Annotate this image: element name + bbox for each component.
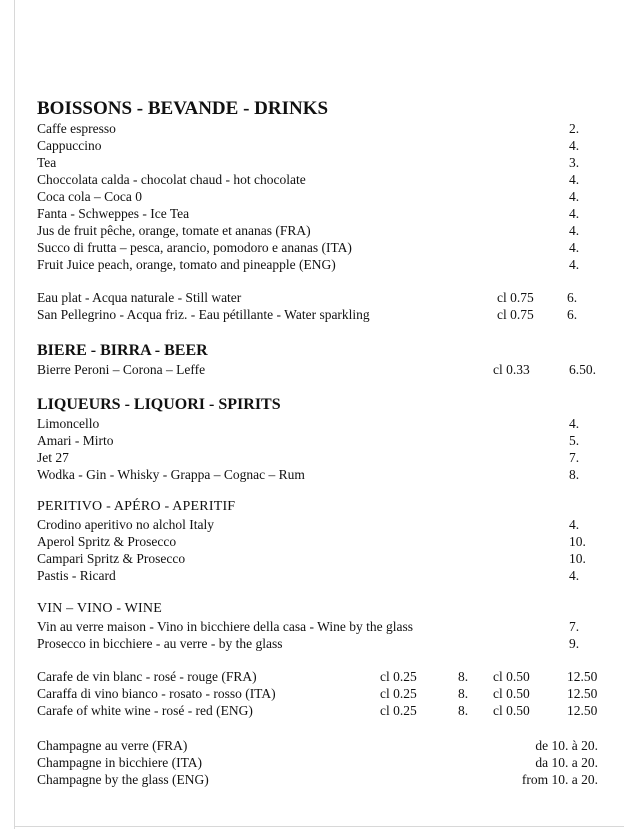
- item-price: from 10. a 20.: [521, 772, 598, 787]
- item-price: 4.: [569, 189, 580, 204]
- item-price: 4.: [569, 257, 580, 272]
- section-title-wine: VIN – VINO - WINE: [37, 601, 162, 616]
- page-edge-bottom: [14, 826, 624, 827]
- item-name: Prosecco in bicchiere - au verre - by the glass: [37, 636, 283, 651]
- item-price: 4.: [569, 517, 580, 532]
- menu-item: [37, 239, 612, 256]
- item-price-large: 12.50: [567, 686, 598, 701]
- item-name: Champagne in bicchiere (ITA): [37, 755, 202, 770]
- menu-item: [37, 567, 612, 584]
- item-volume-large: cl 0.50: [493, 703, 530, 718]
- section-title-drinks: BOISSONS - BEVANDE - DRINKS: [37, 98, 329, 119]
- item-name: Carafe of white wine - rosé - red (ENG): [37, 703, 253, 718]
- menu-item: [37, 361, 612, 378]
- item-name: Cappuccino: [37, 138, 102, 153]
- item-volume-large: cl 0.50: [493, 686, 530, 701]
- item-name: Succo di frutta – pesca, arancio, pomodoro e ananas (ITA): [37, 240, 352, 255]
- item-name: Tea: [37, 155, 57, 170]
- item-name: Choccolata calda - chocolat chaud - hot chocolate: [37, 172, 306, 187]
- menu-item: [37, 668, 612, 685]
- menu-item: [37, 702, 612, 719]
- menu-item: [37, 415, 612, 432]
- item-name: Champagne au verre (FRA): [37, 738, 188, 753]
- item-name: Jet 27: [37, 450, 69, 465]
- item-name: Coca cola – Coca 0: [37, 189, 142, 204]
- menu-item: [37, 188, 612, 205]
- item-price: 5.: [569, 433, 580, 448]
- menu-item: [37, 256, 612, 273]
- item-price: 4.: [569, 416, 580, 431]
- menu-item: [37, 306, 612, 323]
- menu-item: [37, 171, 612, 188]
- item-name: Amari - Mirto: [37, 433, 114, 448]
- item-volume-small: cl 0.25: [380, 686, 417, 701]
- menu-item: [37, 618, 612, 635]
- item-price-large: 12.50: [567, 669, 598, 684]
- menu-item: [37, 289, 612, 306]
- item-name: Champagne by the glass (ENG): [37, 772, 209, 787]
- menu-item: [37, 137, 612, 154]
- item-name: Wodka - Gin - Whisky - Grappa – Cognac – Rum: [37, 467, 305, 482]
- item-name: Aperol Spritz & Prosecco: [37, 534, 177, 549]
- item-name: Carafe de vin blanc - rosé - rouge (FRA): [37, 669, 257, 684]
- item-price: 8.: [569, 467, 580, 482]
- item-price: 9.: [569, 636, 580, 651]
- menu-item: [37, 635, 612, 652]
- item-volume: cl 0.33: [493, 362, 530, 377]
- menu-item: [37, 737, 612, 754]
- item-name: San Pellegrino - Acqua friz. - Eau pétillante - Water sparkling: [37, 307, 370, 322]
- item-price-large: 12.50: [567, 703, 598, 718]
- item-volume-large: cl 0.50: [493, 669, 530, 684]
- item-price: 6.: [567, 290, 578, 305]
- item-price: 10.: [569, 551, 586, 566]
- menu-item: [37, 516, 612, 533]
- section-title-beer: BIERE - BIRRA - BEER: [37, 342, 208, 359]
- item-price: 4.: [569, 172, 580, 187]
- item-price: 6.: [567, 307, 578, 322]
- item-volume: cl 0.75: [497, 290, 534, 305]
- menu-item: [37, 222, 612, 239]
- item-name: Fanta - Schweppes - Ice Tea: [37, 206, 190, 221]
- item-name: Caffe espresso: [37, 121, 116, 136]
- item-name: Bierre Peroni – Corona – Leffe: [37, 362, 206, 377]
- item-price: 3.: [569, 155, 580, 170]
- item-price: 7.: [569, 450, 580, 465]
- item-price: 10.: [569, 534, 586, 549]
- menu-item: [37, 533, 612, 550]
- item-price: 4.: [569, 223, 580, 238]
- section-title-aperitif: PERITIVO - APÉRO - APERITIF: [37, 499, 236, 514]
- item-name: Campari Spritz & Prosecco: [37, 551, 186, 566]
- page-edge-left: [14, 0, 15, 829]
- item-volume-small: cl 0.25: [380, 703, 417, 718]
- item-price: 4.: [569, 568, 580, 583]
- item-price: 4.: [569, 206, 580, 221]
- item-name: Crodino aperitivo no alchol Italy: [37, 517, 214, 532]
- item-name: Caraffa di vino bianco - rosato - rosso (ITA): [37, 686, 276, 701]
- item-price-small: 8.: [458, 686, 469, 701]
- menu-item: [37, 685, 612, 702]
- item-price: 6.50.: [569, 362, 596, 377]
- item-name: Jus de fruit pêche, orange, tomate et ananas (FRA): [37, 223, 311, 238]
- item-price: 7.: [569, 619, 580, 634]
- item-price: 4.: [569, 240, 580, 255]
- menu-item: [37, 154, 612, 171]
- menu-item: [37, 120, 612, 137]
- item-name: Eau plat - Acqua naturale - Still water: [37, 290, 242, 305]
- item-price-small: 8.: [458, 703, 469, 718]
- menu-item: [37, 205, 612, 222]
- item-name: Vin au verre maison - Vino in bicchiere della casa - Wine by the glass: [37, 619, 413, 634]
- item-price-small: 8.: [458, 669, 469, 684]
- menu-item: [37, 466, 612, 483]
- item-price: de 10. à 20.: [535, 738, 598, 753]
- item-price: 4.: [569, 138, 580, 153]
- item-price: da 10. a 20.: [535, 755, 598, 770]
- item-name: Limoncello: [37, 416, 100, 431]
- menu-item: [37, 754, 612, 771]
- item-price: 2.: [569, 121, 580, 136]
- drinks-menu: [37, 98, 612, 788]
- section-title-spirits: LIQUEURS - LIQUORI - SPIRITS: [37, 396, 281, 413]
- menu-item: [37, 449, 612, 466]
- menu-item: [37, 550, 612, 567]
- item-volume-small: cl 0.25: [380, 669, 417, 684]
- item-volume: cl 0.75: [497, 307, 534, 322]
- menu-item: [37, 432, 612, 449]
- menu-item: [37, 771, 612, 788]
- item-name: Fruit Juice peach, orange, tomato and pineapple (ENG): [37, 257, 336, 272]
- item-name: Pastis - Ricard: [37, 568, 116, 583]
